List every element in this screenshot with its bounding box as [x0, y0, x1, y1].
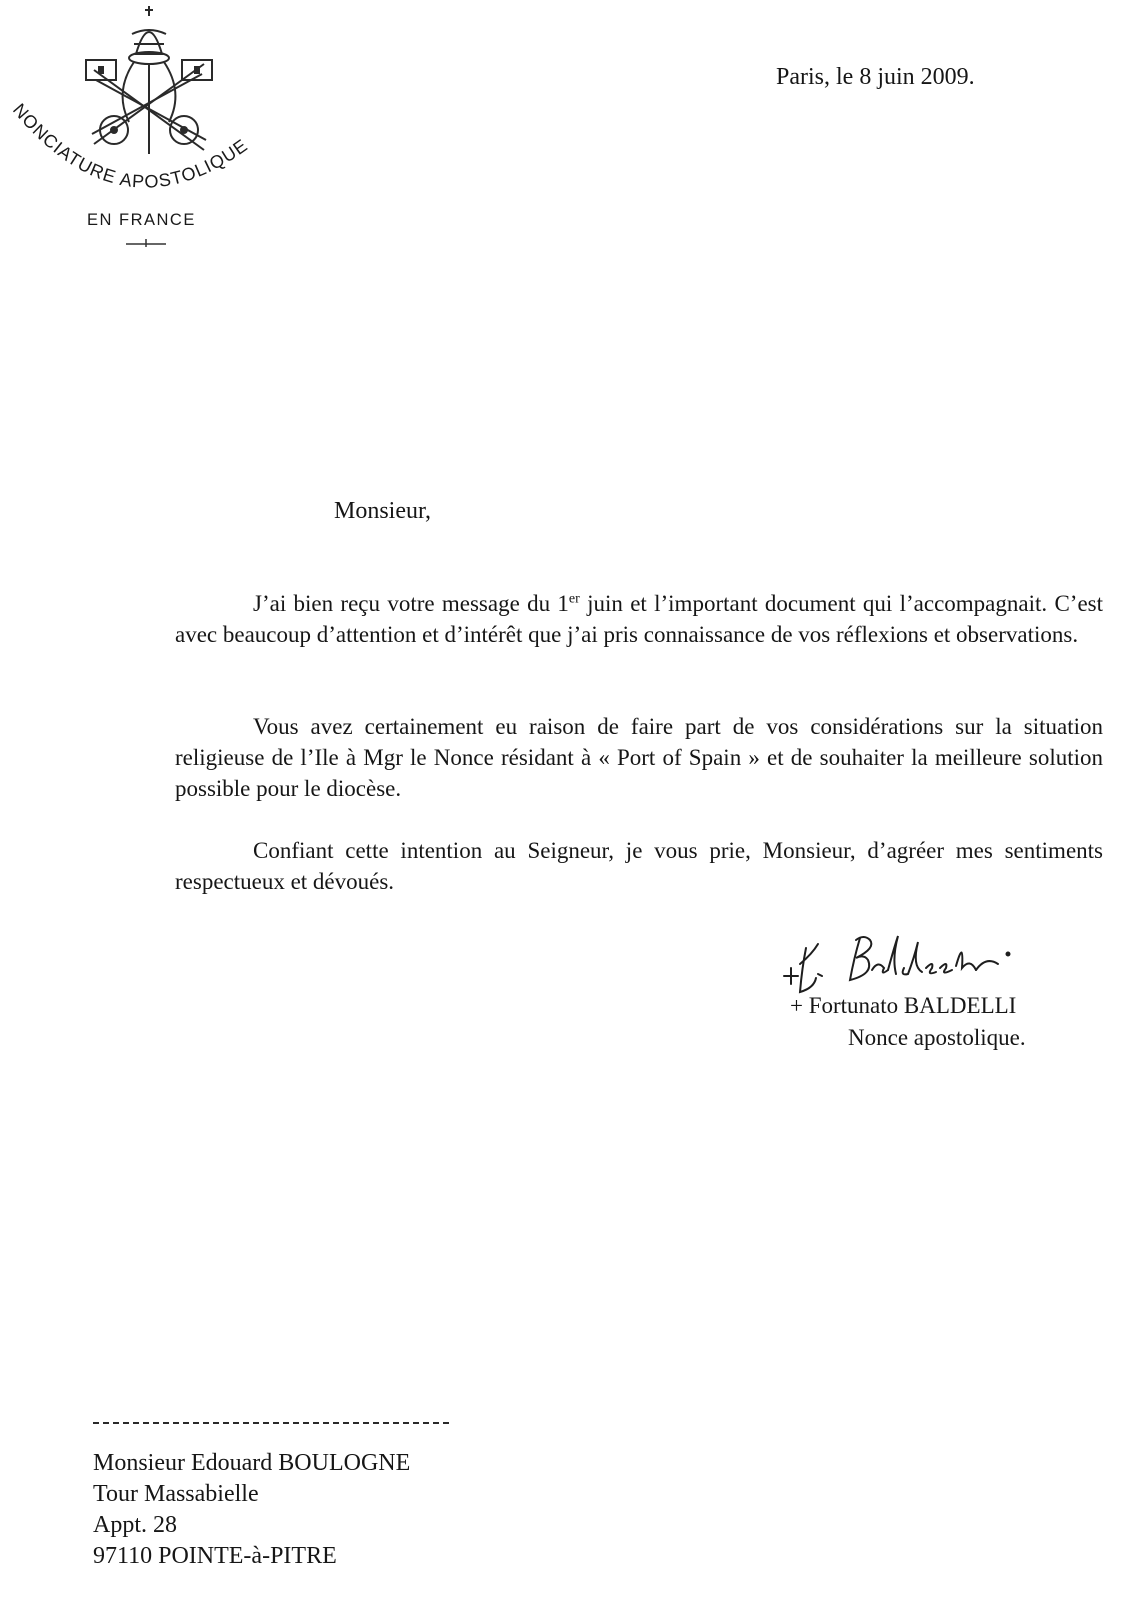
signer-title: Nonce apostolique.	[848, 1025, 1026, 1050]
paragraph-3	[175, 835, 1103, 897]
salutation: Monsieur,	[334, 498, 432, 524]
paragraph-1-start: J’ai bien reçu votre message du 1	[253, 591, 569, 616]
paragraph-3-text: Confiant cette intention au Seigneur, je vous prie, Monsieur, d’agréer mes sentiments respectueux et dévoués.	[175, 838, 1103, 894]
signer-name: + Fortunato BALDELLI	[790, 993, 1017, 1018]
letter-date: Paris, le 8 juin 2009.	[776, 64, 975, 90]
superscript-er: er	[568, 591, 580, 607]
paragraph-1-rest: juin et l’important document qui l’accompagnait. C’est avec beaucoup d’attention et d’intérêt que j’ai pris connaissance de vos réflexions et observations.	[175, 591, 1103, 647]
recipient-line-2: Tour Massabielle	[93, 1481, 259, 1507]
paragraph-2	[175, 711, 1103, 804]
recipient-line-3: Appt. 28	[93, 1512, 177, 1538]
ornament-dash-icon	[126, 236, 166, 250]
paragraph-2-text: Vous avez certainement eu raison de faire part de vos considérations sur la situation religieuse de l’Ile à Mgr le Nonce résidant à « Port of Spain » et de souhaiter la meilleure solution possible pour le diocèse.	[175, 714, 1103, 801]
address-separator	[93, 1422, 449, 1424]
letterhead-location: EN FRANCE	[87, 211, 196, 229]
recipient-address	[93, 1448, 410, 1572]
paragraph-1	[175, 588, 1103, 650]
recipient-line-4: 97110 POINTE-à-PITRE	[93, 1543, 337, 1569]
nunciature-arc-text	[0, 60, 320, 230]
arc-text-label: NONCIATURE APOSTOLIQUE	[9, 99, 252, 192]
svg-text:NONCIATURE APOSTOLIQUE	[9, 100, 251, 192]
signer-block	[790, 990, 1026, 1054]
handwritten-signature	[776, 918, 1036, 998]
recipient-name: Monsieur Edouard BOULOGNE	[93, 1450, 411, 1476]
